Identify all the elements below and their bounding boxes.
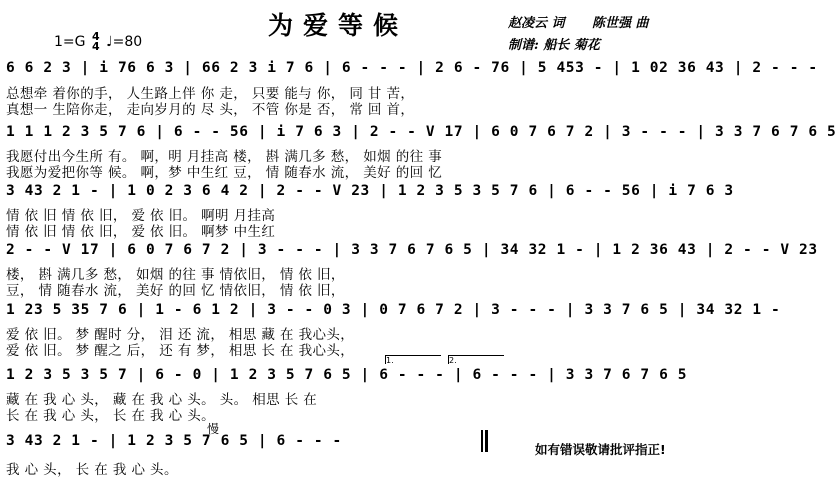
tempo-slow-marking: 慢 — [207, 422, 220, 436]
correction-note: 如有错误敬请批评指正! — [535, 442, 666, 457]
notation-line-2: 1 1 1 2 3 5 7 6 | 6 - - 56 | i 7 6 3 | 2 - - V 17 | 6 0 7 6 7 2 | 3 - - - | 3 3 7 6 7 6 5 — [6, 124, 836, 140]
lyric-line-1a: 总想牵 着你的手， 人生路上伴 你 走， 只要 能与 你， 同 甘 苦， — [6, 86, 415, 102]
tempo-marking: ♩=80 — [106, 34, 143, 50]
volta-1 — [385, 355, 441, 364]
lyric-line-3a: 情 依 旧 情 依 旧， 爱 依 旧。 啊明 月挂高 — [6, 208, 276, 224]
volta-2 — [448, 355, 504, 364]
key-label: 1=G — [54, 34, 86, 50]
lyricist-credit: 赵凌云 词 — [508, 16, 565, 31]
lyric-line-5a: 爱 依 旧。 梦 醒时 分， 泪 还 流， 相思 藏 在 我心头， — [6, 327, 355, 343]
time-bottom: 4 — [91, 40, 100, 53]
notation-line-4: 2 - - V 17 | 6 0 7 6 7 2 | 3 - - - | 3 3 7 6 7 6 5 | 34 32 1 - | 1 2 36 43 | 2 - - V 23 — [6, 242, 818, 258]
transcriber-credit: 制谱: 船长 菊花 — [508, 38, 600, 53]
lyric-line-2b: 我愿为爱把你等 候。 啊，梦 中生红 豆， 情 随春水 流， 美好 的回 忆 — [6, 165, 443, 181]
lyric-line-4b: 豆， 情 随春水 流， 美好 的回 忆 情依旧， 情 依 旧， — [6, 283, 345, 299]
lyric-line-7a: 我 心 头， 长 在 我 心 头。 — [6, 462, 178, 478]
lyric-line-2a: 我愿付出今生所 有。 啊，明 月挂高 楼， 斟 满几多 愁， 如烟 的往 事 — [6, 149, 443, 165]
composer-credit: 陈世强 曲 — [592, 16, 649, 31]
final-barline-thick — [485, 430, 488, 452]
lyric-line-6a: 藏 在 我 心 头， 藏 在 我 心 头。 头。 相思 长 在 — [6, 392, 318, 408]
volta-2-label: 2. — [449, 356, 457, 365]
lyric-line-5b: 爱 依 旧。 梦 醒之 后， 还 有 梦， 相思 长 在 我心头， — [6, 343, 355, 359]
notation-line-3: 3 43 2 1 - | 1 0 2 3 6 4 2 | 2 - - V 23 | 1 2 3 5 3 5 7 6 | 6 - - 56 | i 7 6 3 — [6, 183, 734, 199]
lyric-line-3b: 情 依 旧 情 依 旧， 爱 依 旧。 啊梦 中生红 — [6, 224, 276, 240]
notation-line-5: 1 23 5 35 7 6 | 1 - 6 1 2 | 3 - - 0 3 | 0 7 6 7 2 | 3 - - - | 3 3 7 6 5 | 34 32 1 - — [6, 302, 781, 318]
lyric-line-4a: 楼， 斟 满几多 愁， 如烟 的往 事 情依旧， 情 依 旧， — [6, 267, 345, 283]
time-top: 4 — [91, 30, 100, 43]
volta-1-label: 1. — [386, 356, 394, 365]
lyric-line-6b: 长 在 我 心 头， 长 在 我 心 头。 — [6, 408, 216, 424]
song-title: 为爱等候 — [268, 11, 409, 40]
key-signature — [54, 32, 142, 52]
final-barline-thin — [481, 430, 483, 452]
notation-line-7: 3 43 2 1 - | 1 2 3 5 7 6 5 | 6 - - - — [6, 433, 342, 449]
lyric-line-1b: 真想一 生陪你走， 走向岁月的 尽 头， 不管 你是 否， 常 回 首， — [6, 102, 415, 118]
notation-line-1: 6 6 2 3 | i 76 6 3 | 66 2 3 i 7 6 | 6 - - - | 2 6 - 76 | 5 453 - | 1 02 36 43 | 2 - - - — [6, 60, 818, 76]
time-signature — [92, 32, 100, 52]
notation-line-6: 1 2 3 5 3 5 7 | 6 - 0 | 1 2 3 5 7 6 5 | 6 - - - | 6 - - - | 3 3 7 6 7 6 5 — [6, 367, 688, 383]
